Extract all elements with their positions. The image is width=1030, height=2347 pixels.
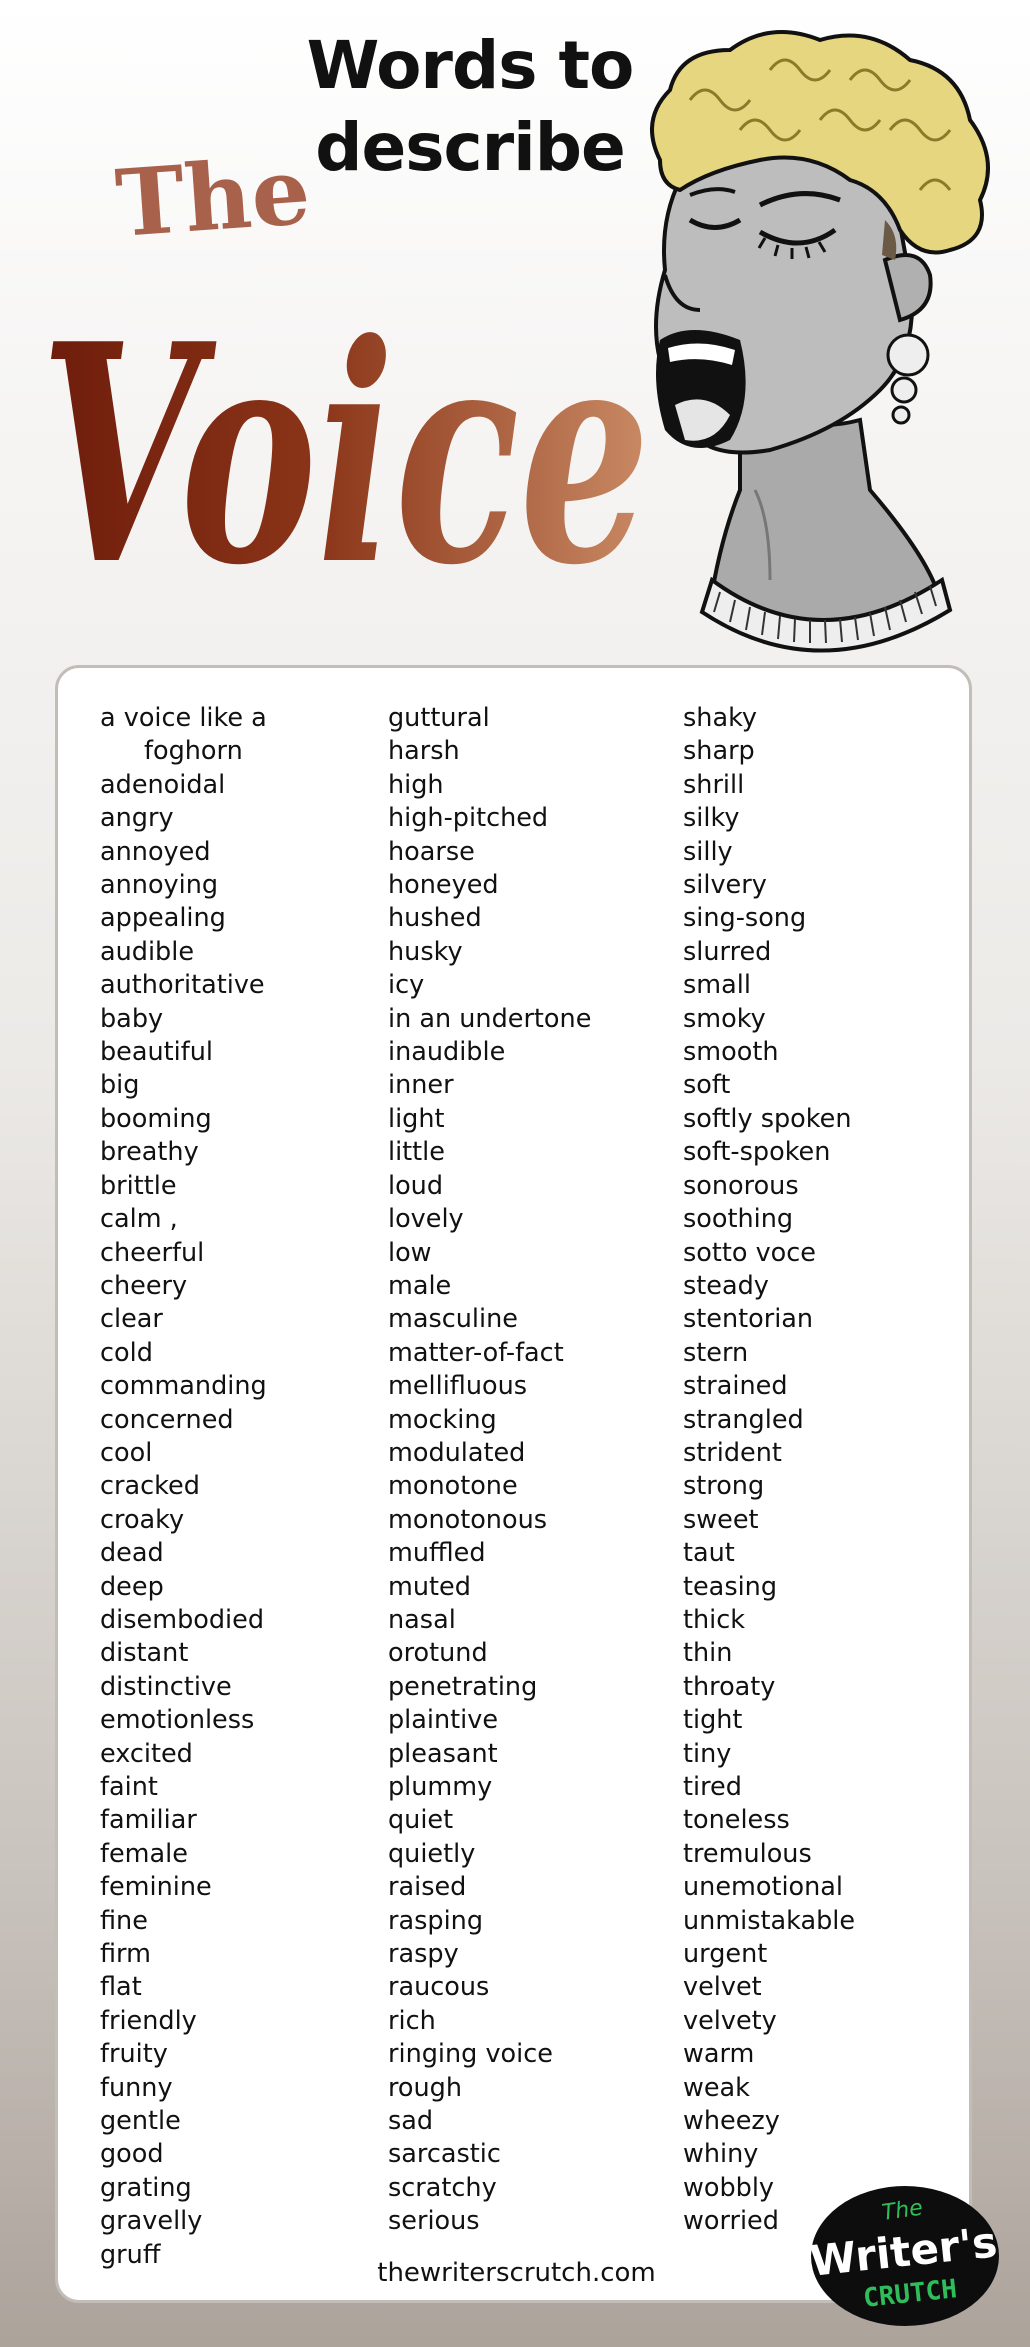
- logo-text-crutch: CRUTCH: [861, 2274, 959, 2314]
- subtitle-line-1: Words to: [306, 27, 634, 104]
- word-item: annoying: [100, 870, 219, 901]
- word-item: strong: [683, 1471, 765, 1502]
- word-item: silky: [683, 803, 740, 834]
- word-item: modulated: [388, 1437, 526, 1468]
- word-item: urgent: [683, 1939, 768, 1970]
- word-item: inaudible: [388, 1037, 506, 1068]
- word-item: throaty: [683, 1671, 776, 1702]
- word-item: cheerful: [100, 1237, 205, 1268]
- word-item: steady: [683, 1270, 769, 1301]
- word-item: rasping: [388, 1905, 484, 1936]
- word-item: tired: [683, 1772, 742, 1802]
- word-item: little: [388, 1137, 445, 1168]
- title-voice-text: Voice: [40, 278, 650, 631]
- word-item: shrill: [683, 769, 745, 800]
- word-item: angry: [100, 803, 174, 834]
- singing-woman-illustration: [620, 20, 1030, 660]
- word-list-card: [55, 665, 972, 2303]
- word-item: hushed: [388, 903, 482, 934]
- word-item: clear: [100, 1304, 163, 1335]
- subtitle-line-2: describe: [315, 109, 625, 186]
- word-item: mellifluous: [388, 1371, 528, 1402]
- word-item: tight: [683, 1705, 743, 1736]
- word-item: penetrating: [388, 1671, 538, 1702]
- logo-text-writers: Writer's: [807, 2217, 1000, 2286]
- word-item: sad: [388, 2106, 434, 2137]
- word-item: smooth: [683, 1037, 779, 1068]
- word-item: gruff: [100, 2239, 161, 2270]
- word-item: feminine: [100, 1872, 212, 1903]
- word-item: monotone: [388, 1471, 518, 1502]
- word-item: strangled: [683, 1404, 804, 1435]
- word-item: dead: [100, 1538, 164, 1569]
- word-item: inner: [388, 1070, 454, 1101]
- word-item: teasing: [683, 1571, 778, 1602]
- word-item: male: [388, 1270, 452, 1301]
- word-item: rich: [388, 2005, 436, 2036]
- word-item: emotionless: [100, 1705, 255, 1736]
- word-item: cheery: [100, 1270, 188, 1301]
- word-item: breathy: [100, 1137, 199, 1168]
- word-item: silly: [683, 836, 733, 867]
- word-item: adenoidal: [100, 769, 226, 800]
- word-item: soft-spoken: [683, 1137, 831, 1168]
- word-item: a voice like a: [100, 703, 267, 733]
- word-item: smoky: [683, 1003, 766, 1034]
- word-item: mocking: [388, 1404, 497, 1435]
- word-item: icy: [388, 970, 425, 1001]
- word-item: gravelly: [100, 2206, 203, 2237]
- word-item: appealing: [100, 903, 226, 934]
- word-item: softly spoken: [683, 1103, 852, 1134]
- word-item: good: [100, 2139, 164, 2170]
- title-the: The: [112, 136, 314, 258]
- word-item: husky: [388, 936, 463, 967]
- word-item: stentorian: [683, 1304, 814, 1335]
- word-item: velvety: [683, 2005, 777, 2036]
- word-item: deep: [100, 1571, 164, 1602]
- word-item: warm: [683, 2039, 755, 2070]
- word-item: quietly: [388, 1838, 476, 1869]
- word-item: orotund: [388, 1638, 488, 1669]
- word-item: pleasant: [388, 1738, 498, 1769]
- word-item: harsh: [388, 736, 460, 767]
- word-item: fruity: [100, 2039, 168, 2070]
- word-item: excited: [100, 1738, 193, 1769]
- word-item: distant: [100, 1638, 189, 1669]
- word-item: brittle: [100, 1170, 177, 1201]
- word-item: soft: [683, 1070, 731, 1101]
- word-item: taut: [683, 1538, 735, 1569]
- word-item: ringing voice: [388, 2039, 553, 2070]
- word-item: beautiful: [100, 1037, 213, 1068]
- word-item: unmistakable: [683, 1905, 856, 1936]
- word-item: authoritative: [100, 970, 265, 1001]
- word-item: stern: [683, 1337, 749, 1368]
- word-item: scratchy: [388, 2172, 497, 2203]
- word-item: grating: [100, 2172, 192, 2203]
- word-item: tiny: [683, 1738, 732, 1769]
- word-item: matter-of-fact: [388, 1337, 564, 1368]
- word-item: friendly: [100, 2005, 197, 2036]
- word-item: foghorn: [144, 736, 243, 767]
- word-item: sarcastic: [388, 2139, 501, 2170]
- word-item: wobbly: [683, 2172, 775, 2203]
- logo-text-the: The: [880, 2195, 925, 2226]
- word-item: unemotional: [683, 1872, 844, 1903]
- word-item: familiar: [100, 1805, 197, 1836]
- word-item: tremulous: [683, 1838, 812, 1869]
- word-item: big: [100, 1070, 140, 1101]
- word-item: firm: [100, 1939, 151, 1970]
- word-item: female: [100, 1838, 188, 1869]
- word-item: strident: [683, 1437, 782, 1468]
- word-item: sing-song: [683, 903, 807, 934]
- word-item: cold: [100, 1337, 153, 1368]
- word-item: light: [388, 1103, 445, 1134]
- word-item: wheezy: [683, 2106, 780, 2137]
- subtitle: [300, 25, 640, 189]
- word-item: faint: [100, 1772, 158, 1802]
- word-item: audible: [100, 936, 195, 967]
- word-item: plummy: [388, 1772, 493, 1802]
- word-item: plaintive: [388, 1705, 499, 1736]
- word-item: shaky: [683, 703, 758, 733]
- word-item: soothing: [683, 1204, 794, 1235]
- word-column-3: [683, 702, 855, 2239]
- word-item: worried: [683, 2206, 779, 2237]
- word-item: nasal: [388, 1604, 456, 1635]
- word-item: raised: [388, 1872, 467, 1903]
- word-item: concerned: [100, 1404, 234, 1435]
- website-url[interactable]: thewriterscrutch.com: [377, 2258, 656, 2288]
- word-item: sweet: [683, 1504, 759, 1535]
- word-item: disembodied: [100, 1604, 265, 1635]
- word-item: monotonous: [388, 1504, 548, 1535]
- word-item: muted: [388, 1571, 471, 1602]
- word-item: thin: [683, 1638, 733, 1669]
- word-item: booming: [100, 1103, 212, 1134]
- word-item: annoyed: [100, 836, 211, 867]
- word-item: raucous: [388, 1972, 490, 2003]
- word-item: raspy: [388, 1939, 459, 1970]
- word-item: cracked: [100, 1471, 200, 1502]
- word-item: low: [388, 1237, 432, 1268]
- word-item: lovely: [388, 1204, 464, 1235]
- word-item: baby: [100, 1003, 164, 1034]
- word-item: loud: [388, 1170, 444, 1201]
- word-item: quiet: [388, 1805, 454, 1836]
- word-item: weak: [683, 2072, 750, 2103]
- word-item: sharp: [683, 736, 755, 767]
- word-item: thick: [683, 1604, 746, 1635]
- word-item: croaky: [100, 1504, 185, 1535]
- word-item: in an undertone: [388, 1003, 592, 1034]
- word-item: honeyed: [388, 870, 499, 901]
- word-column-1: [100, 702, 267, 2272]
- word-item: hoarse: [388, 836, 475, 867]
- word-item: funny: [100, 2072, 173, 2103]
- word-item: fine: [100, 1905, 148, 1936]
- word-item: whiny: [683, 2139, 759, 2170]
- header: [0, 0, 1029, 660]
- word-item: muffled: [388, 1538, 486, 1569]
- word-item: high: [388, 769, 444, 800]
- word-item: masculine: [388, 1304, 518, 1335]
- word-column-2: [388, 702, 591, 2239]
- word-item: guttural: [388, 703, 490, 733]
- word-item: small: [683, 970, 751, 1001]
- word-item: velvet: [683, 1972, 762, 2003]
- word-item: sotto voce: [683, 1237, 816, 1268]
- word-item: flat: [100, 1972, 142, 2003]
- word-item: cool: [100, 1437, 153, 1468]
- word-item: gentle: [100, 2106, 181, 2137]
- writers-crutch-logo: [805, 2178, 1005, 2330]
- word-item: distinctive: [100, 1671, 232, 1702]
- title-voice: [30, 230, 670, 630]
- word-item: rough: [388, 2072, 463, 2103]
- word-item: commanding: [100, 1371, 267, 1402]
- word-item: toneless: [683, 1805, 790, 1836]
- word-item: silvery: [683, 870, 767, 901]
- word-item: calm ,: [100, 1204, 178, 1235]
- word-item: slurred: [683, 936, 772, 967]
- word-item: high-pitched: [388, 803, 549, 834]
- word-item: sonorous: [683, 1170, 799, 1201]
- word-item: strained: [683, 1371, 788, 1402]
- word-item: serious: [388, 2206, 480, 2237]
